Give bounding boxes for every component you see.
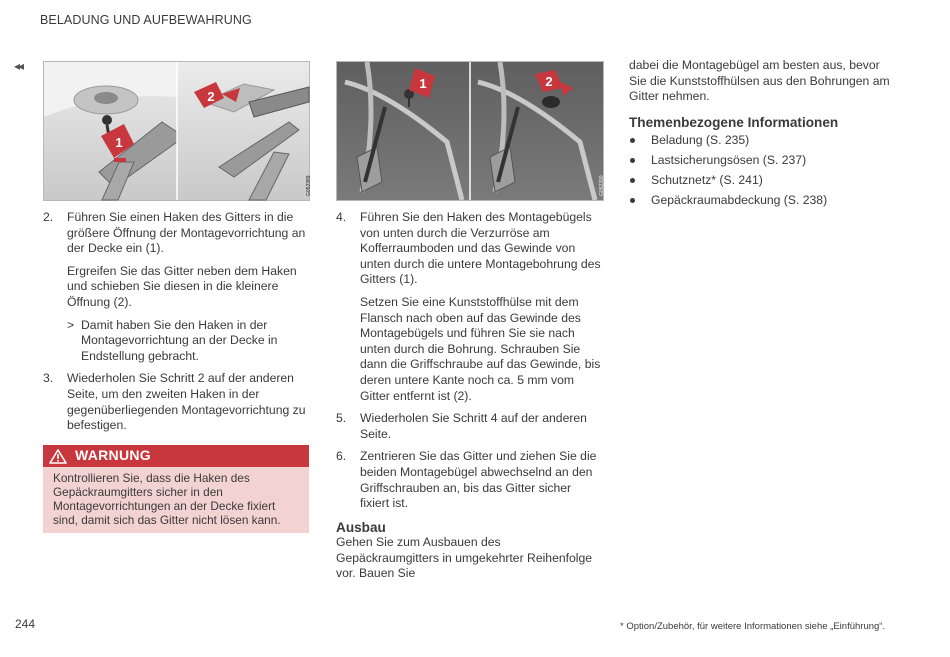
result-arrow: > — [67, 317, 75, 332]
callout-2-left-label: 2 — [207, 89, 215, 104]
step-3-number: 3. — [43, 371, 54, 386]
column-3 — [629, 58, 899, 213]
warning-triangle-icon — [49, 449, 67, 464]
footnote: * Option/Zubehör, für weitere Informationen siehe „Einführung“. — [620, 621, 886, 632]
bullet-icon — [630, 198, 635, 203]
page-number: 244 — [15, 617, 36, 631]
warning-label: WARNUNG — [75, 447, 151, 463]
step-6-text: Zentrieren Sie das Gitter und ziehen Sie die beiden Montagebügel abwechselnd an den Griffschrauben an, bis das Gitter sicher fixiert ist. — [360, 449, 597, 511]
column-1 — [43, 210, 309, 434]
callout-2-middle-label: 2 — [545, 74, 553, 89]
bullet-icon — [630, 158, 635, 163]
related-item[interactable] — [629, 193, 899, 213]
ausbau-heading: Ausbau — [336, 519, 386, 535]
step-4-para: Setzen Sie eine Kunststoffhülse mit dem Flansch nach oben auf das Gewinde des Montagebügels und führen Sie sie nach unten durch die Bohrung. Schrauben Sie dann die Griffschraube auf das Gewinde, bis deren untere Kante noch ca. 5 mm vom Gitter entfernt ist (2). — [360, 294, 601, 403]
step-5-number: 5. — [336, 411, 347, 426]
related-list — [629, 133, 899, 213]
step-2-number: 2. — [43, 210, 54, 224]
column-2 — [336, 210, 602, 582]
step-4 — [336, 210, 602, 288]
callout-1-left-label: 1 — [115, 135, 123, 150]
running-header: BELADUNG UND AUFBEWAHRUNG — [40, 13, 252, 27]
related-item-label[interactable]: Schutznetz* (S. 241) — [651, 173, 763, 188]
step-4-text: Führen Sie den Haken des Montagebügels von unten durch die Verzurröse am Kofferraumboden und das Gewinde von unten durch die untere Montagebohrung des Gitters (1). — [360, 210, 601, 287]
step-6 — [336, 449, 602, 511]
bullet-icon — [630, 178, 635, 183]
step-2-text: Führen Sie einen Haken des Gitters in die größere Öffnung der Montagevorrichtung an der Decke ein (1). — [67, 210, 306, 256]
related-item-label[interactable]: Beladung (S. 235) — [651, 133, 750, 148]
figure-ceiling-mount — [43, 61, 310, 201]
step-3 — [43, 371, 309, 433]
warning-text: Kontrollieren Sie, dass die Haken des Gepäckraumgitters sicher in den Montagevorrichtungen an der Decke fixiert sind, damit sich das Gitter nicht lösen kann. — [53, 471, 281, 527]
step-2 — [43, 210, 309, 257]
step-2-result — [43, 318, 309, 365]
related-item[interactable] — [629, 173, 899, 193]
figure-code-left: G052389 — [306, 175, 312, 196]
related-heading: Themenbezogene Informationen — [629, 114, 839, 130]
step-4-number: 4. — [336, 210, 347, 224]
callout-1-middle-label: 1 — [419, 76, 427, 91]
step-5 — [336, 411, 602, 442]
figure-code-middle: G052390 — [599, 175, 605, 196]
related-item[interactable] — [629, 133, 899, 153]
related-item-label[interactable]: Lastsicherungsösen (S. 237) — [651, 153, 807, 168]
step-3-text: Wiederholen Sie Schritt 2 auf der anderen Seite, um den zweiten Haken in der gegenüberliegenden Montagevorrichtung zu befestigen. — [67, 371, 306, 433]
related-item-label[interactable]: Gepäckraumabdeckung (S. 238) — [651, 193, 828, 208]
step-2-para: Ergreifen Sie das Gitter neben dem Haken und schieben Sie diesen in die kleinere Öffnung (2). — [67, 263, 297, 309]
warning-body — [43, 467, 309, 533]
step-5-text: Wiederholen Sie Schritt 4 auf der anderen Seite. — [360, 411, 587, 441]
related-item[interactable] — [629, 153, 899, 173]
continued-text: dabei die Montagebügel am besten aus, bevor Sie die Kunststoffhülsen aus den Bohrungen am Gitter nehmen. — [629, 58, 890, 104]
bullet-icon — [630, 138, 635, 143]
back-navigation-icon[interactable]: ◂◂ — [14, 59, 23, 73]
ceiling-mount-illustration — [44, 62, 309, 200]
step-2-result-text: Damit haben Sie den Haken in der Montagevorrichtung an der Decke in Endstellung gebracht. — [81, 317, 278, 363]
ausbau-text: Gehen Sie zum Ausbauen des Gepäckraumgitters in umgekehrter Reihenfolge vor. Bauen Sie — [336, 535, 593, 581]
floor-mount-illustration — [337, 62, 603, 200]
figure-floor-mount — [336, 61, 604, 201]
warning-header — [43, 445, 309, 467]
step-6-number: 6. — [336, 449, 347, 464]
